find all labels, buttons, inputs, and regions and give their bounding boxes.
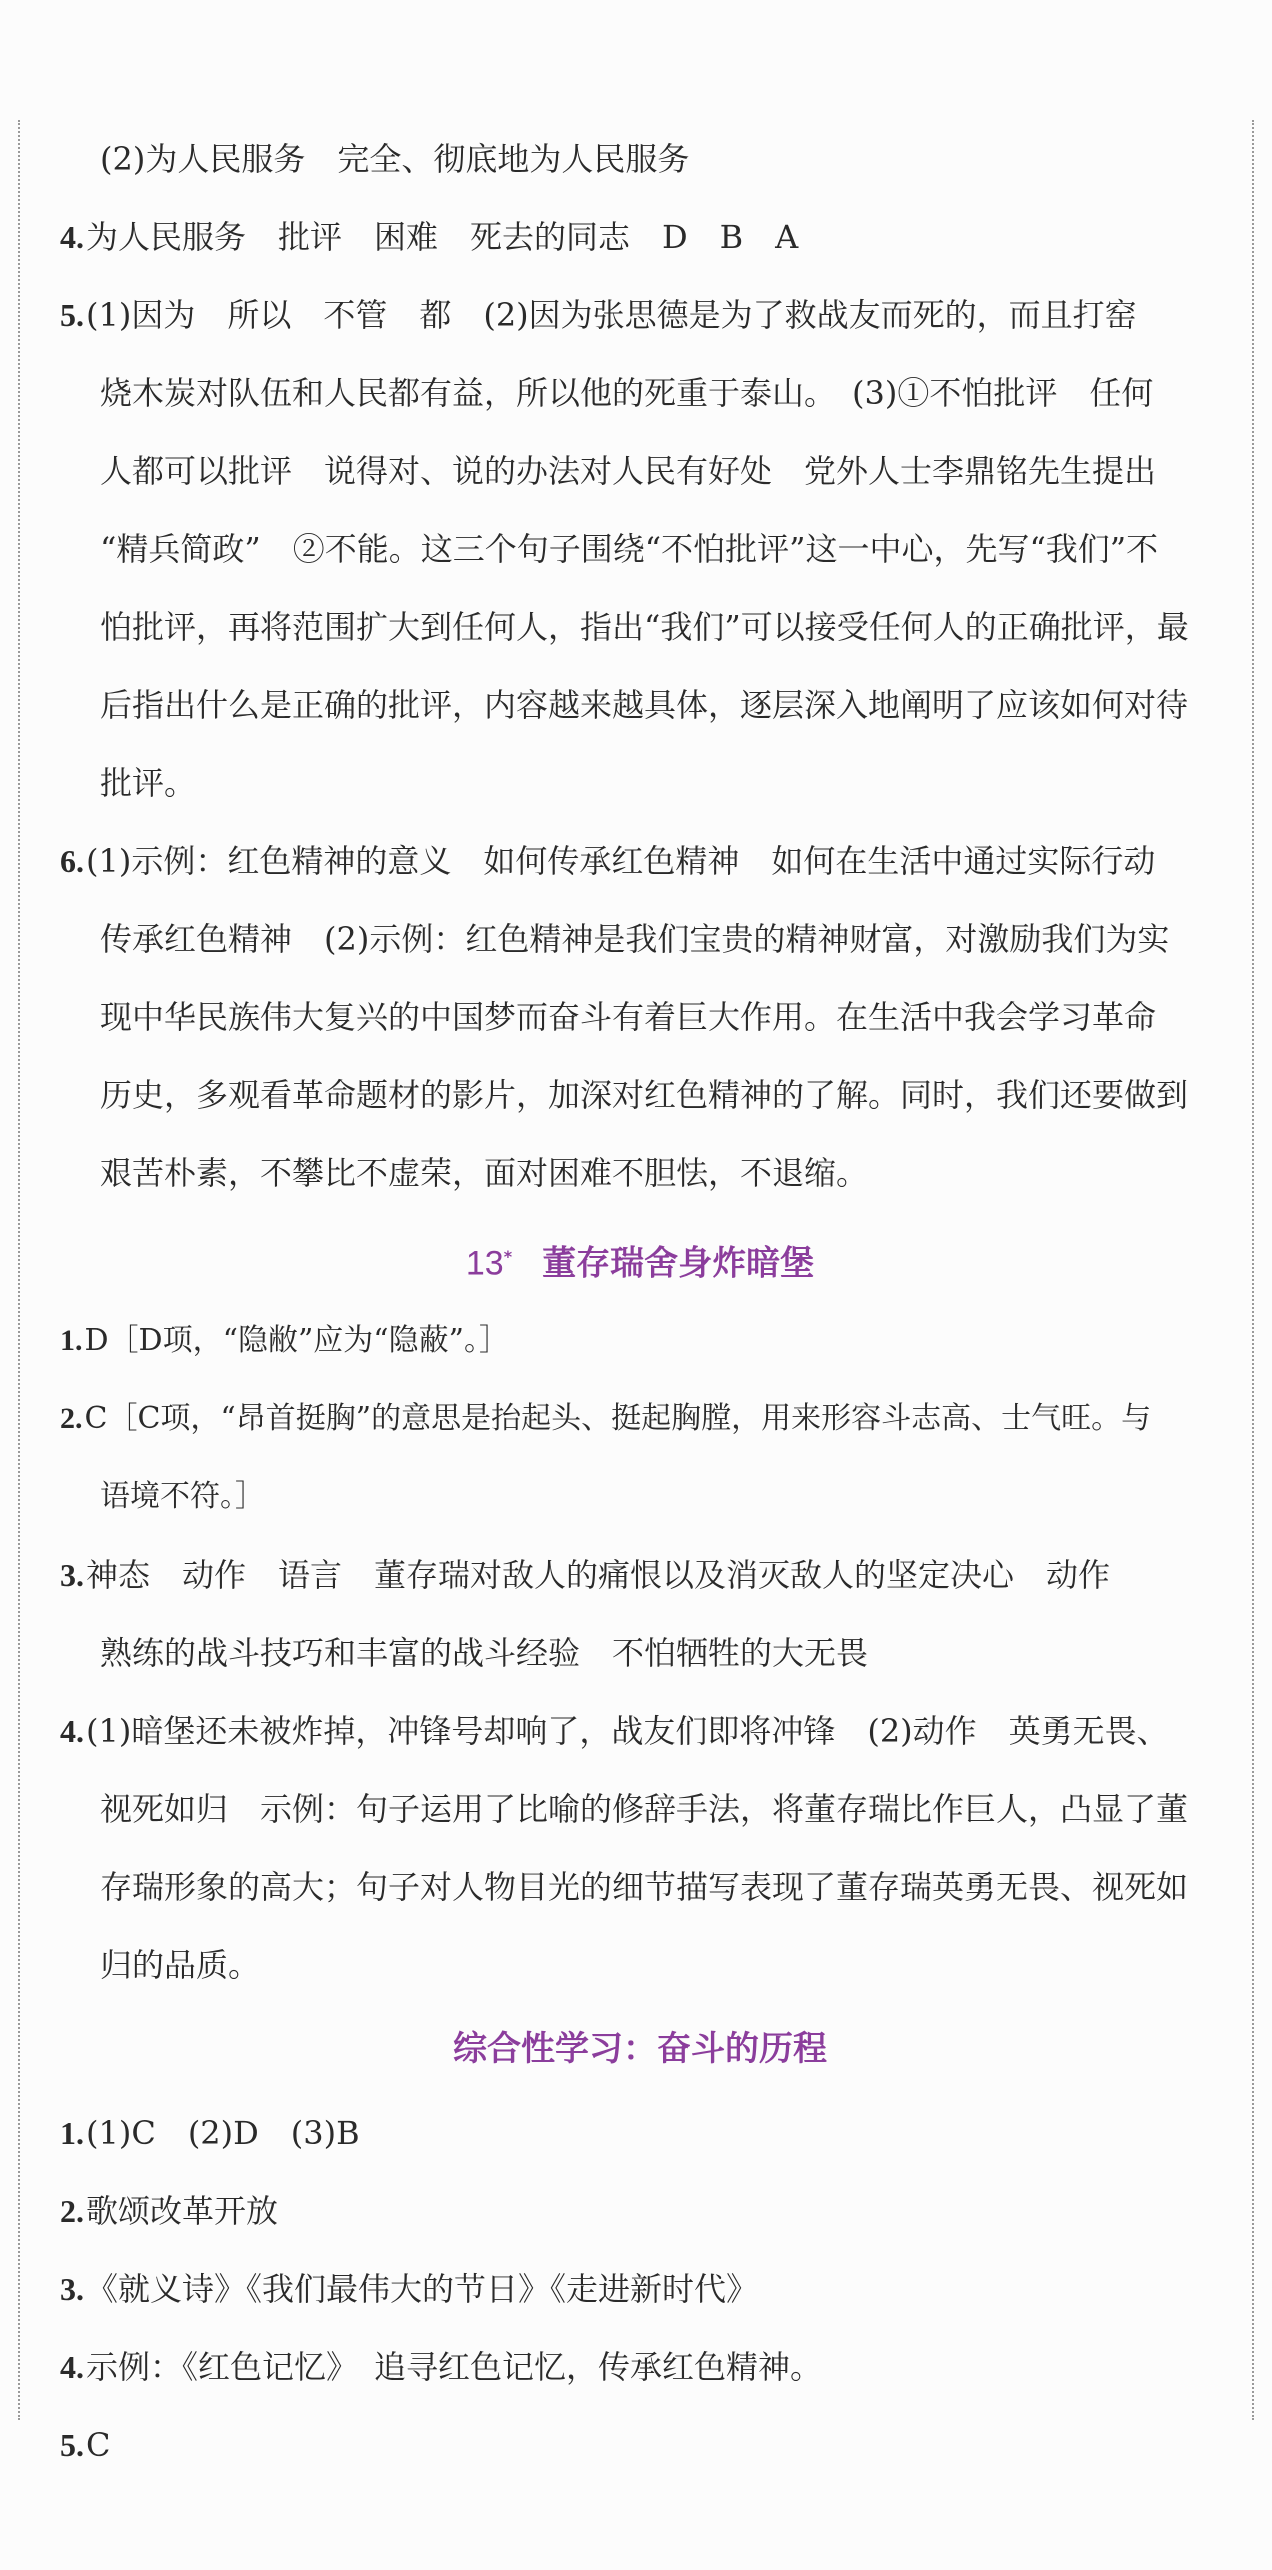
question-1-answer <box>60 1302 1220 1380</box>
answer-line: 语境不符。］ <box>100 1479 265 1514</box>
question-number: 2. <box>60 2193 84 2229</box>
answer-line: 批评。 <box>100 764 197 802</box>
answer-line: 烧木炭对队伍和人民都有益，所以他的死重于泰山。 (3)①不怕批评 任何 <box>100 374 1154 412</box>
question-number: 4. <box>60 2349 84 2385</box>
question-4-answer <box>60 2328 1220 2406</box>
answer-line: 艰苦朴素，不攀比不虚荣，面对困难不胆怯，不退缩。 <box>100 1154 869 1192</box>
answer-line: 怕批评，再将范围扩大到任何人，指出“我们”可以接受任何人的正确批评，最 <box>100 608 1189 646</box>
answer-line: (2)为人民服务 完全、彻底地为人民服务 <box>100 140 690 178</box>
question-number: 5. <box>60 2427 84 2463</box>
lesson-number: 13 <box>465 1244 504 1283</box>
question-4-answer <box>60 198 1220 276</box>
answer-text: 示例：《红色记忆》 追寻红色记忆，传承红色精神。 <box>86 2348 823 2386</box>
answer-text: (1)因为 所以 不管 都 (2)因为张思德是为了救战友而死的，而且打窑 <box>86 296 1137 334</box>
question-5-answer <box>60 2406 1220 2484</box>
left-dotted-border <box>18 120 20 2420</box>
answer-line: 后指出什么是正确的批评，内容越来越具体，逐层深入地阐明了应该如何对待 <box>100 686 1189 724</box>
answer-text: (1)示例：红色精神的意义 如何传承红色精神 如何在生活中通过实际行动 <box>86 842 1156 880</box>
question-number: 2. <box>60 1402 83 1435</box>
question-number: 4. <box>60 1713 84 1749</box>
answer-page <box>60 120 1220 2484</box>
answer-line: 人都可以批评 说得对、说的办法对人民有好处 党外人士李鼎铭先生提出 <box>100 452 1157 490</box>
section-title: 综合性学习：奋斗的历程 <box>453 2029 827 2069</box>
question-number: 1. <box>60 2115 84 2151</box>
answer-text: C <box>86 2426 111 2464</box>
section-heading-comprehensive <box>60 2004 1220 2094</box>
question-number: 1. <box>60 1324 83 1357</box>
question-3-answer <box>60 2250 1220 2328</box>
question-number: 3. <box>60 2271 84 2307</box>
answer-line: 传承红色精神 (2)示例：红色精神是我们宝贵的精神财富，对激励我们为实 <box>100 920 1170 958</box>
lesson-asterisk: * <box>503 1247 513 1266</box>
answer-line: 现中华民族伟大复兴的中国梦而奋斗有着巨大作用。在生活中我会学习革命 <box>100 998 1157 1036</box>
question-number: 6. <box>60 843 84 879</box>
question-number: 5. <box>60 297 84 333</box>
section-heading-13 <box>60 1212 1220 1302</box>
answer-text: 为人民服务 批评 困难 死去的同志 D B A <box>86 218 799 256</box>
answer-line: 存瑞形象的高大；句子对人物目光的细节描写表现了董存瑞英勇无畏、视死如 <box>100 1868 1189 1906</box>
question-number: 3. <box>60 1557 84 1593</box>
answer-line: 熟练的战斗技巧和丰富的战斗经验 不怕牺牲的大无畏 <box>100 1634 869 1672</box>
answer-line: 视死如归 示例：句子运用了比喻的修辞手法，将董存瑞比作巨人，凸显了董 <box>100 1790 1189 1828</box>
right-dotted-border <box>1252 120 1254 2420</box>
question-1-answer <box>60 2094 1220 2172</box>
question-4-answer <box>60 1692 1220 1770</box>
question-3-answer <box>60 1536 1220 1614</box>
answer-text: (1)C (2)D (3)B <box>86 2114 360 2152</box>
lesson-title: 董存瑞舍身炸暗堡 <box>542 1243 815 1284</box>
question-2-answer <box>60 2172 1220 2250</box>
question-2-answer <box>60 1380 1220 1458</box>
question-6-answer <box>60 822 1220 900</box>
question-5-answer <box>60 276 1220 354</box>
answer-text: C［C项，“昂首挺胸”的意思是抬起头、挺起胸膛，用来形容斗志高、士气旺。与 <box>84 1401 1152 1436</box>
answer-line: “精兵简政” ②不能。这三个句子围绕“不怕批评”这一中心，先写“我们”不 <box>100 530 1159 568</box>
question-number: 4. <box>60 219 84 255</box>
answer-text: 神态 动作 语言 董存瑞对敌人的痛恨以及消灭敌人的坚定决心 动作 <box>86 1556 1111 1594</box>
answer-text: D［D项，“隐敝”应为“隐蔽”。］ <box>84 1323 509 1358</box>
answer-line: 历史，多观看革命题材的影片，加深对红色精神的了解。同时，我们还要做到 <box>100 1076 1189 1114</box>
answer-line: 归的品质。 <box>100 1946 261 1984</box>
answer-text: (1)暗堡还未被炸掉，冲锋号却响了，战友们即将冲锋 (2)动作 英勇无畏、 <box>86 1712 1169 1750</box>
answer-text: 《就义诗》《我们最伟大的节日》《走进新时代》 <box>86 2270 759 2308</box>
answer-text: 歌颂改革开放 <box>86 2192 279 2230</box>
